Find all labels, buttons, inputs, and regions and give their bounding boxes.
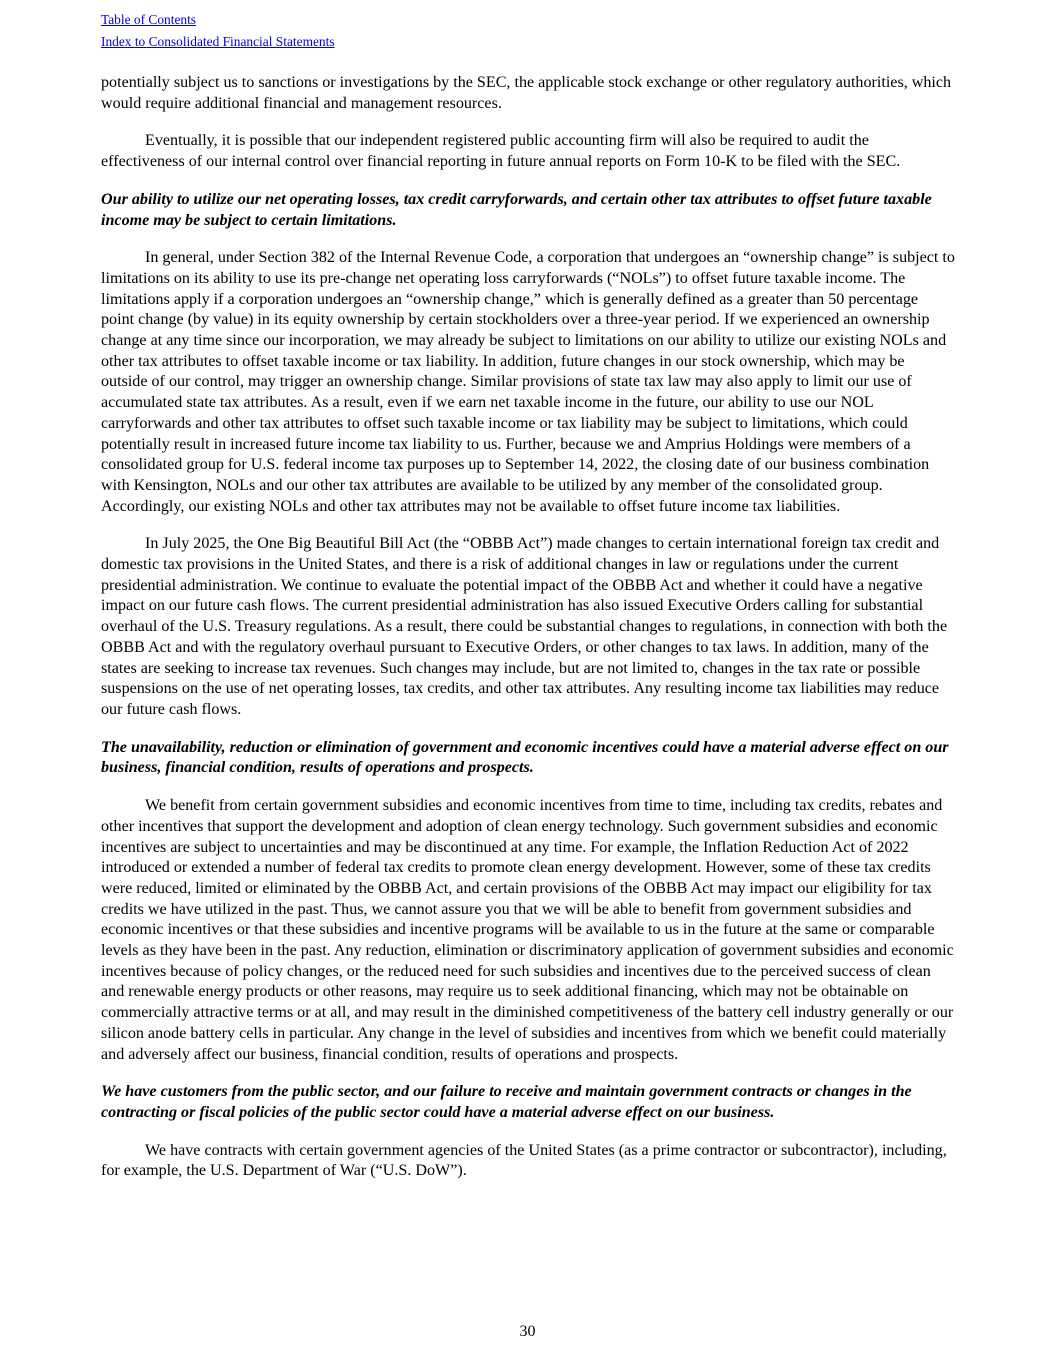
paragraph-continuation: potentially subject us to sanctions or investigations by the SEC, the applicable stock exchange or other regulatory authorities, which would require additional financial and management resources. (101, 74, 952, 112)
page-number: 30 (519, 1323, 536, 1340)
index-financial-statements-link[interactable]: Index to Consolidated Financial Statements (101, 33, 335, 49)
paragraph-audit-effectiveness: Eventually, it is possible that our independent registered public accounting firm will also be required to audit the effectiveness of our internal control over financial reporting in future annual reports on Form 10-K to be filed with the SEC. (101, 132, 901, 171)
paragraph-government-contracts: We have contracts with certain government agencies of the United States (as a prime contractor or subcontractor), including, for example, the U.S. Department of War (“U.S. DoW”). (101, 1141, 947, 1180)
paragraph-obbb-act: In July 2025, the One Big Beautiful Bill Act (the “OBBB Act”) made changes to certain international foreign tax credit and domestic tax provisions in the United States, and there is a risk of additional changes in law or regulations under the current presidential administration. We continue to evaluate the potential impact of the OBBB Act and whether it could have a negative impact on our future cash flows. The current presidential administration has also issued Executive Orders calling for substantial overhaul of the U.S. Treasury regulations. As a result, there could be substantial changes to regulations, in connection with both the OBBB Act and with the regulatory overhaul pursuant to Executive Orders, or other changes to tax laws. In addition, many of the states are seeking to increase tax revenues. Such changes may include, but are not limited to, changes in the tax rate or possible suspensions on the use of net operating losses, tax credits, and other tax attributes. Any resulting income tax liabilities may reduce our future cash flows. (101, 535, 948, 718)
document-nav-links (101, 9, 335, 52)
document-body (101, 73, 955, 1199)
risk-heading-public-sector: We have customers from the public sector, and our failure to receive and maintain government contracts or changes in the contracting or fiscal policies of the public sector could have a material adverse effect on our business. (101, 1083, 912, 1121)
paragraph-government-subsidies: We benefit from certain government subsidies and economic incentives from time to time, including tax credits, rebates and other incentives that support the development and adoption of clean energy technology. Such government subsidies and economic incentives are subject to uncertainties and may be discontinued at any time. For example, the Inflation Reduction Act of 2022 introduced or extended a number of federal tax credits to promote clean energy development. However, some of these tax credits were reduced, limited or eliminated by the OBBB Act, and certain provisions of the OBBB Act may impact our eligibility for tax credits we have utilized in the past. Thus, we cannot assure you that we will be able to benefit from government subsidies and economic incentives or that these subsidies and incentive programs will be available to us in the future at the same or comparable levels as they have been in the past. Any reduction, elimination or discriminatory application of government subsidies and economic incentives because of policy changes, or the reduced need for such subsidies and incentives due to the perceived success of clean and renewable energy products or other reasons, may require us to seek additional financing, which may not be obtainable on commercially attractive terms or at all, and may result in the diminished competitiveness of the battery cell industry generally or our silicon anode battery cells in particular. Any change in the level of subsidies and incentives from which we benefit could materially and adversely affect our business, financial condition, results of operations and prospects. (101, 797, 954, 1063)
risk-heading-government-incentives: The unavailability, reduction or elimination of government and economic incentives could have a material adverse effect on our business, financial condition, results of operations and prospects. (101, 738, 949, 777)
paragraph-section-382: In general, under Section 382 of the Internal Revenue Code, a corporation that undergoes an “ownership change” is subject to limitations on its ability to use its pre-change net operating loss carryforwards (“NOLs”) to offset future taxable income. The limitations apply if a corporation undergoes an “ownership change,” which is generally defined as a greater than 50 percentage point change (by value) in its equity ownership by certain stockholders over a three-year period. If we experienced an ownership change at any time since our incorporation, we may already be subject to limitations on our ability to utilize our existing NOLs and other tax attributes to offset taxable income or tax liability. In addition, future changes in our stock ownership, which may be outside of our control, may trigger an ownership change. Similar provisions of state tax law may also apply to limit our use of accumulated state tax attributes. As a result, even if we earn net taxable income in the future, our ability to use our NOL carryforwards and other tax attributes to offset such taxable income or tax liability may be subject to limitations, which could potentially result in increased future income tax liability to us. Further, because we and Amprius Holdings were members of a consolidated group for U.S. federal income tax purposes up to September 14, 2022, the closing date of our business combination with Kensington, NOLs and our other tax attributes are available to be utilized by any member of the consolidated group. Accordingly, our existing NOLs and other tax attributes may not be available to offset future income tax liabilities. (101, 249, 955, 515)
risk-heading-nol-limitations: Our ability to utilize our net operating losses, tax credit carryforwards, and certain other tax attributes to offset future taxable income may be subject to certain limitations. (101, 190, 932, 229)
table-of-contents-link[interactable]: Table of Contents (101, 12, 197, 27)
